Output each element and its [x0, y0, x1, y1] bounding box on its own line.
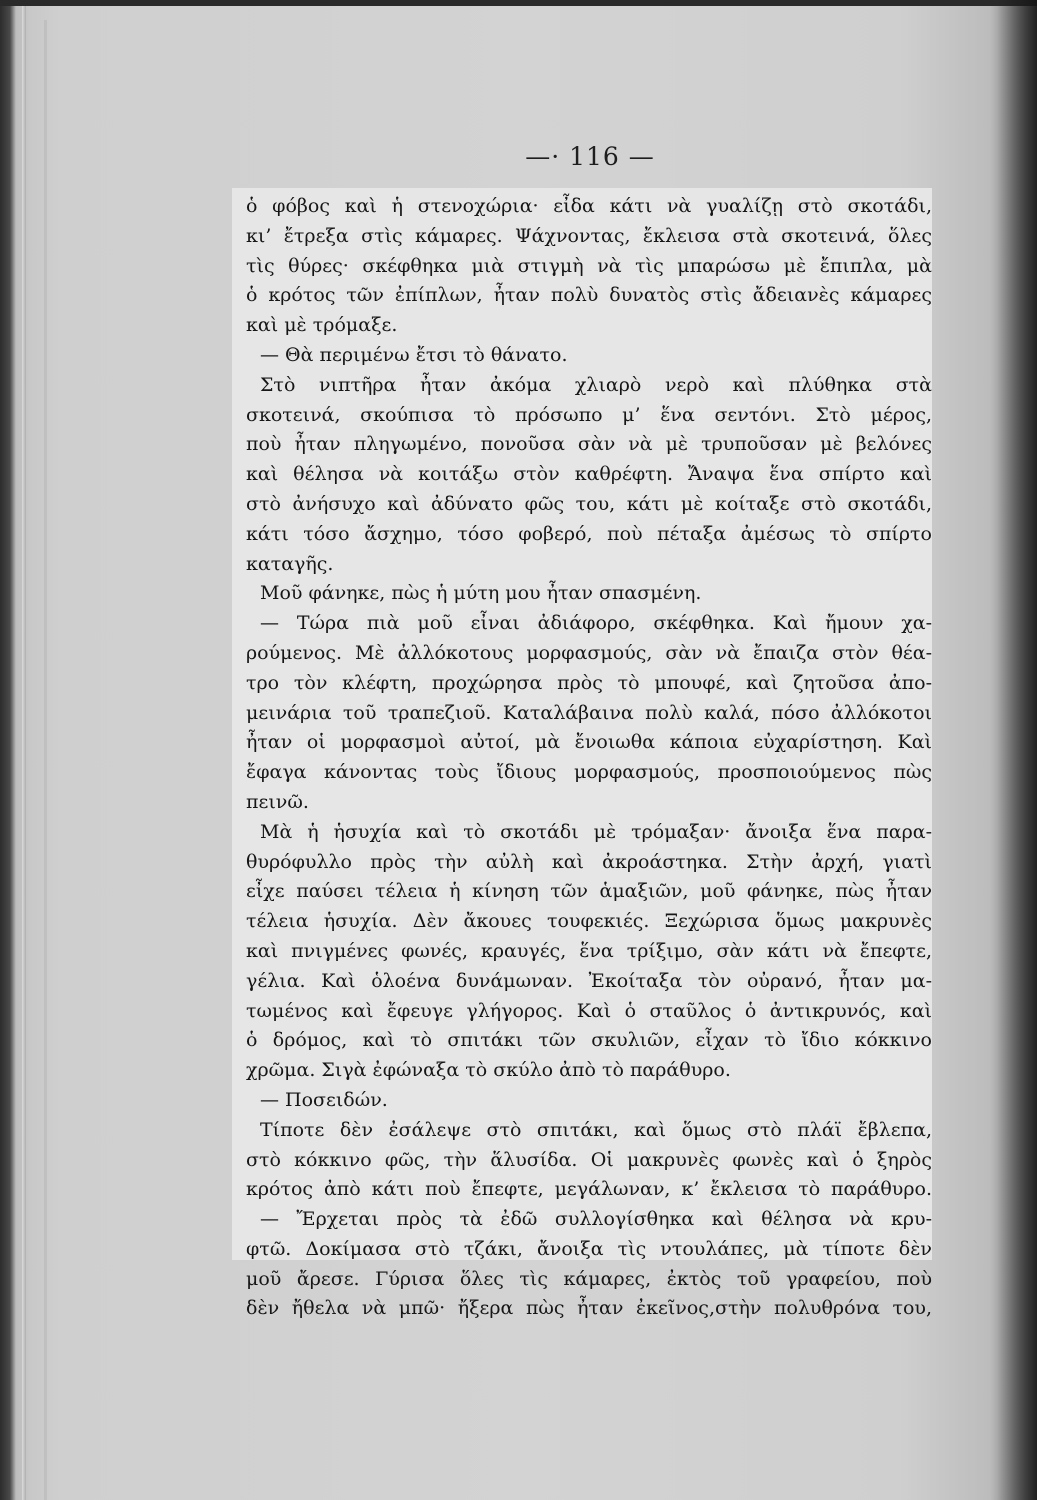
text-line: κάτι τόσο ἄσχημο, τόσο φοβερό, ποὺ πέταξα ἀμέσως τὸ σπίρτο: [246, 522, 932, 545]
text-line: Τίποτε δὲν ἐσάλεψε στὸ σπιτάκι, καὶ ὅμως στὸ πλάϊ ἔβλεπα,: [260, 1118, 932, 1141]
page-fold-line-secondary: [44, 20, 47, 1500]
text-line: εἶχε παύσει τέλεια ἡ κίνηση τῶν ἁμαξιῶν, μοῦ φάνηκε, πὼς ἦταν: [246, 880, 932, 903]
body-text: [246, 192, 932, 1324]
page-top-edge: [0, 0, 1037, 6]
page-fold-line: [22, 6, 26, 1500]
text-line: μεινάρια τοῦ τραπεζιοῦ. Καταλάβαινα πολὺ καλά, πόσο ἀλλόκοτοι: [246, 701, 932, 724]
text-line: Στὸ νιπτῆρα ἦταν ἀκόμα χλιαρὸ νερὸ καὶ πλύθηκα στὰ: [260, 373, 932, 396]
text-line: μοῦ ἄρεσε. Γύρισα ὅλες τὶς κάμαρες, ἐκτὸς τοῦ γραφείου, ποὺ: [246, 1267, 932, 1290]
text-line: — Ποσειδών.: [260, 1088, 388, 1111]
text-line: χρῶμα. Σιγὰ ἐφώναξα τὸ σκύλο ἀπὸ τὸ παράθυρο.: [246, 1059, 731, 1082]
text-line: ἦταν οἱ μορφασμοὶ αὐτοί, μὰ ἔνοιωθα κάποια εὐχαρίστηση. Καὶ: [246, 731, 932, 754]
text-line: θυρόφυλλο πρὸς τὴν αὐλὴ καὶ ἀκροάστηκα. Στὴν ἀρχή, γιατὶ: [246, 850, 932, 873]
text-line: καὶ μὲ τρόμαξε.: [246, 314, 398, 337]
text-line: καὶ θέλησα νὰ κοιτάξω στὸν καθρέφτη. Ἄναψα ἕνα σπίρτο καὶ: [246, 463, 932, 486]
text-line: στὸ ἀνήσυχο καὶ ἀδύνατο φῶς του, κάτι μὲ κοίταξε στὸ σκοτάδι,: [246, 492, 932, 515]
text-line: δὲν ἤθελα νὰ μπῶ· ἤξερα πὼς ἦταν ἐκεῖνος,στὴν πολυθρόνα του,: [246, 1297, 932, 1320]
text-line: πεινῶ.: [246, 790, 309, 813]
text-line: Μοῦ φάνηκε, πὼς ἡ μύτη μου ἦταν σπασμένη.: [260, 582, 702, 605]
text-line: ποὺ ἦταν πληγωμένο, πονοῦσα σὰν νὰ μὲ τρυποῦσαν μὲ βελόνες: [246, 433, 932, 456]
text-line: ὁ κρότος τῶν ἐπίπλων, ἦταν πολὺ δυνατὸς στὶς ἄδειανὲς κάμαρες: [246, 284, 932, 307]
text-line: — Τώρα πιὰ μοῦ εἶναι ἀδιάφορο, σκέφθηκα. Καὶ ἤμουν χα-: [260, 612, 932, 635]
text-line: Μὰ ἡ ἡσυχία καὶ τὸ σκοτάδι μὲ τρόμαξαν· ἄνοιξα ἕνα παρα-: [260, 820, 932, 843]
text-line: τρο τὸν κλέφτη, προχώρησα πρὸς τὸ μπουφέ, καὶ ζητοῦσα ἀπο-: [246, 671, 932, 694]
text-line: σκοτεινά, σκούπισα τὸ πρόσωπο μ’ ἕνα σεντόνι. Στὸ μέρος,: [246, 403, 932, 426]
page-number: —· 116 —: [525, 142, 655, 171]
text-line: ἔφαγα κάνοντας τοὺς ἴδιους μορφασμούς, προσποιούμενος πὼς: [246, 761, 932, 784]
text-line: γέλια. Καὶ ὁλοένα δυνάμωναν. Ἐκοίταξα τὸν οὐρανό, ἦταν μα-: [246, 969, 932, 992]
text-line: τωμένος καὶ ἔφευγε γλήγορος. Καὶ ὁ σταῦλος ὁ ἀντικρυνός, καὶ: [246, 999, 932, 1022]
text-line: τὶς θύρες· σκέφθηκα μιὰ στιγμὴ νὰ τὶς μπαρώσω μὲ ἔπιπλα, μὰ: [246, 254, 932, 277]
text-line: ὁ δρόμος, καὶ τὸ σπιτάκι τῶν σκυλιῶν, εἶχαν τὸ ἴδιο κόκκινο: [246, 1029, 932, 1052]
text-line: — Θὰ περιμένω ἔτσι τὸ θάνατο.: [260, 343, 568, 366]
text-line: ὁ φόβος καὶ ἡ στενοχώρια· εἶδα κάτι νὰ γυαλίζῃ στὸ σκοτάδι,: [246, 195, 932, 217]
text-line: — Ἔρχεται πρὸς τὰ ἐδῶ συλλογίσθηκα καὶ θέλησα νὰ κρυ-: [260, 1208, 932, 1231]
text-line: στὸ κόκκινο φῶς, τὴν ἅλυσίδα. Οἱ μακρυνὲς φωνὲς καὶ ὁ ξηρὸς: [246, 1148, 932, 1171]
text-line: καὶ πνιγμένες φωνές, κραυγές, ἕνα τρίξιμο, σὰν κάτι νὰ ἔπεφτε,: [246, 939, 932, 962]
text-line: τέλεια ἡσυχία. Δὲν ἄκουες τουφεκιές. Ξεχώρισα ὅμως μακρυνὲς: [246, 910, 932, 933]
text-line: κι’ ἔτρεξα στὶς κάμαρες. Ψάχνοντας, ἔκλεισα στὰ σκοτεινά, ὅλες: [246, 224, 932, 247]
text-line: καταγῆς.: [246, 552, 334, 575]
text-line: φτῶ. Δοκίμασα στὸ τζάκι, ἄνοιξα τὶς ντουλάπες, μὰ τίποτε δὲν: [246, 1237, 932, 1260]
text-line: κρότος ἀπὸ κάτι ποὺ ἔπεφτε, μεγάλωναν, κ’ ἔκλεισα τὸ παράθυρο.: [246, 1178, 932, 1201]
text-line: ρούμενος. Μὲ ἀλλόκοτους μορφασμούς, σὰν νὰ ἔπαιζα στὸν θέα-: [246, 641, 932, 664]
binding-shadow: [997, 0, 1037, 1500]
